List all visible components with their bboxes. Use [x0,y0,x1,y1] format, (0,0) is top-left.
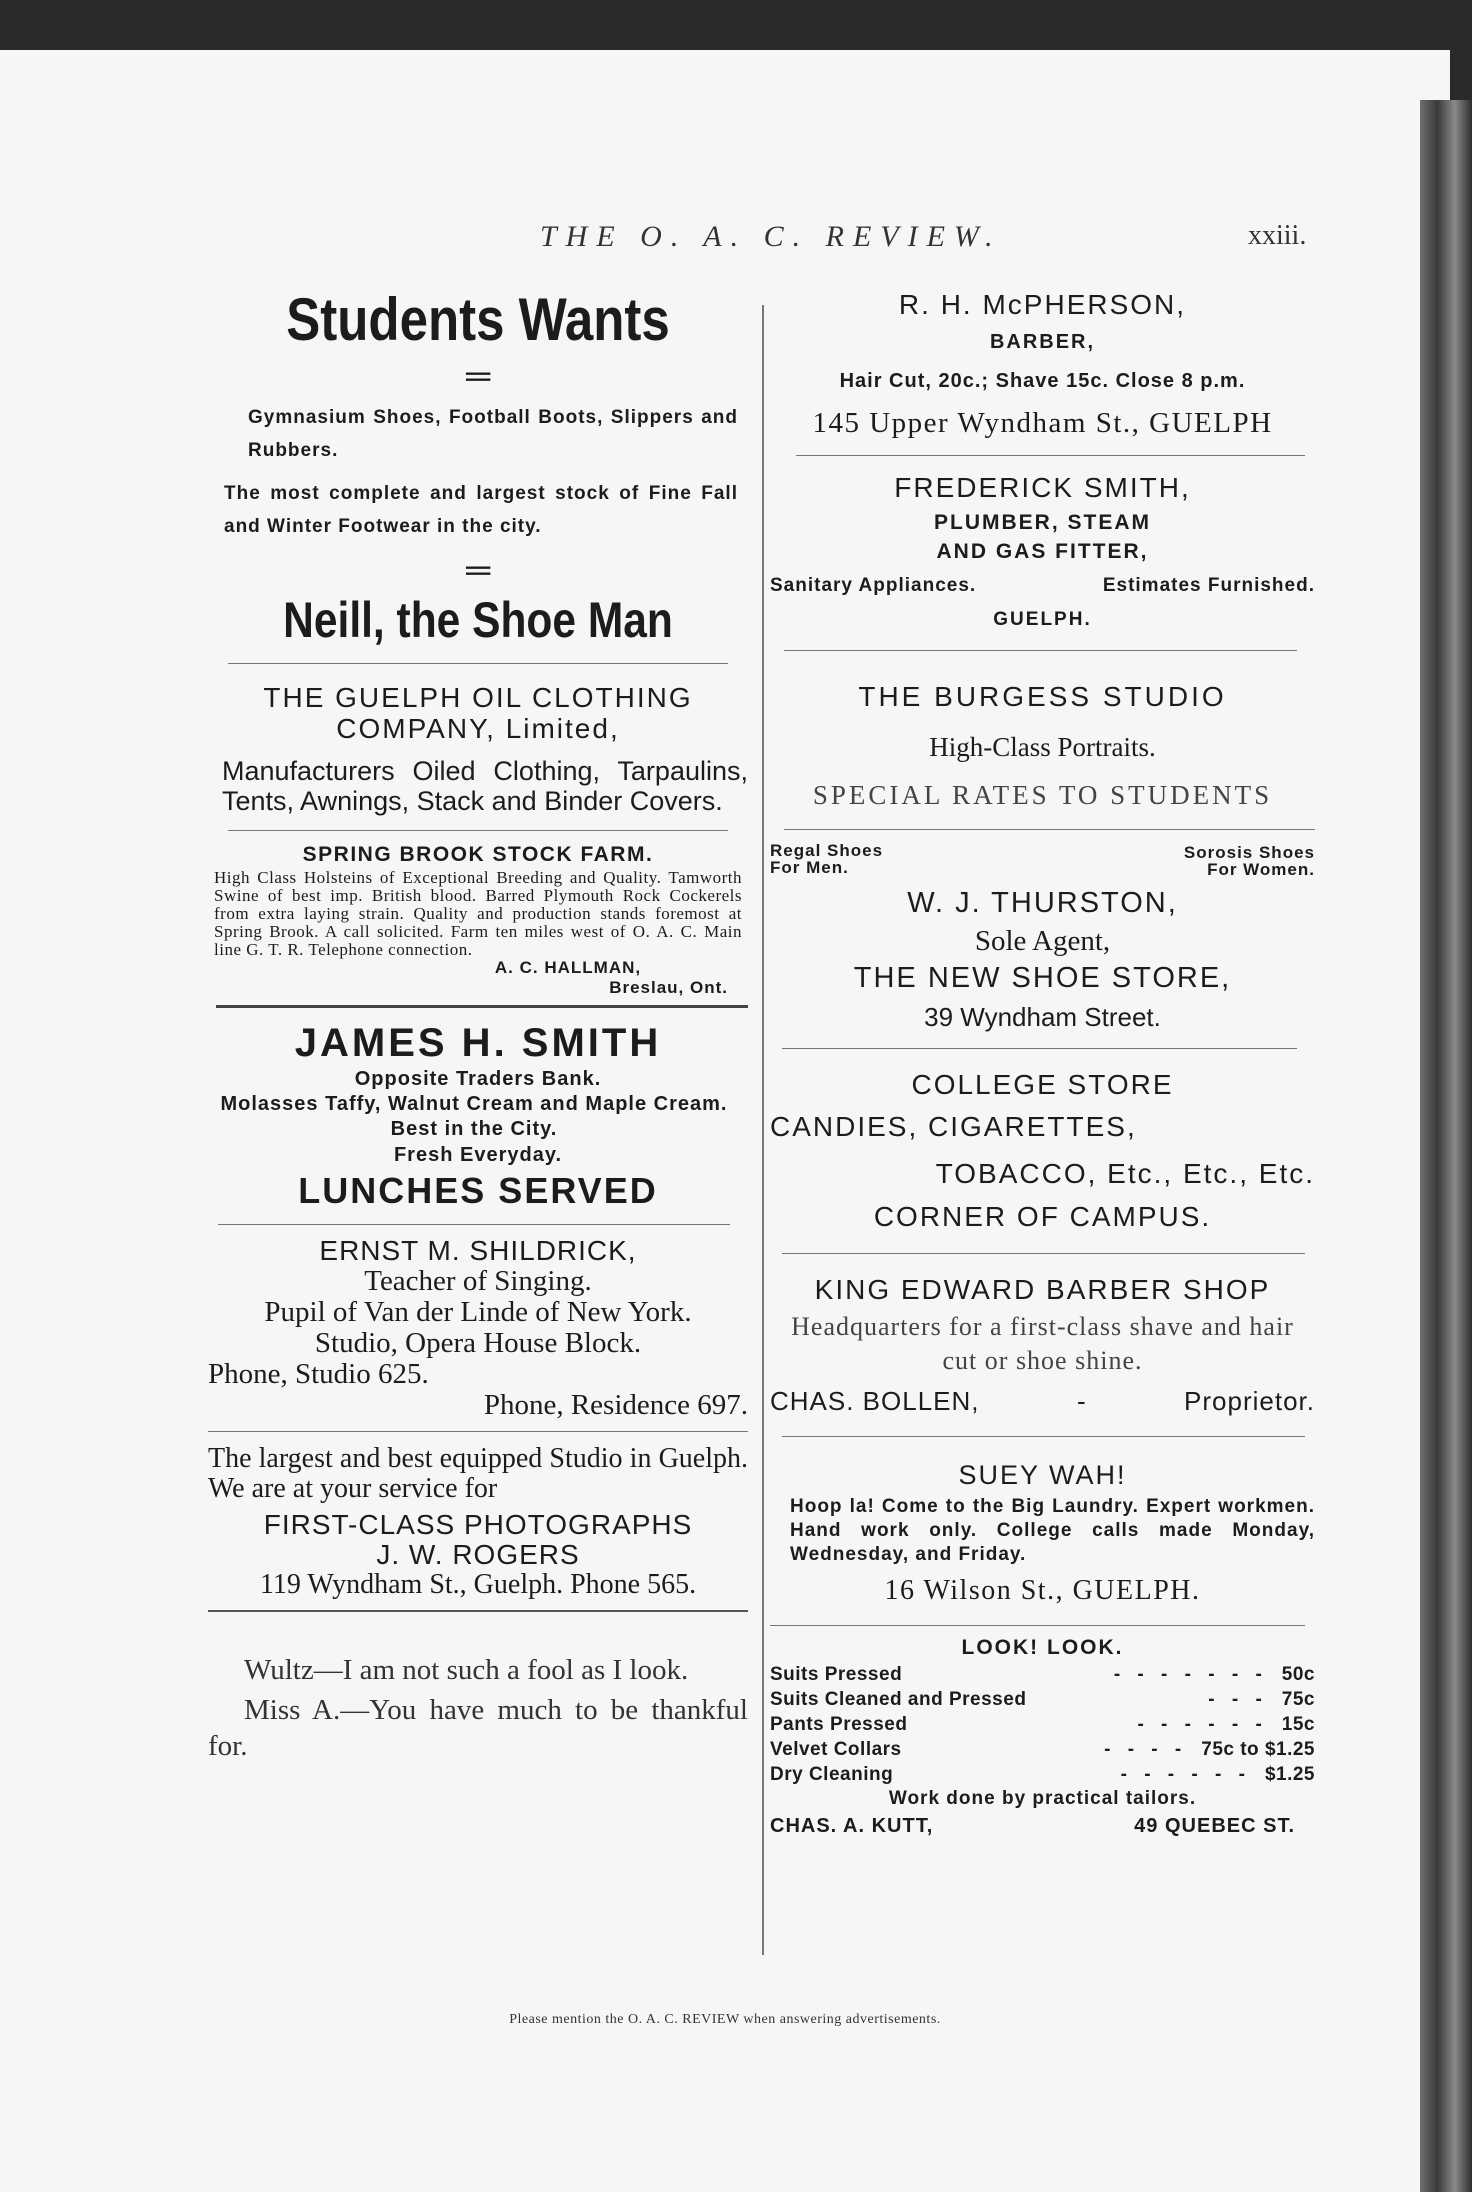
place: Breslau, Ont. [609,978,728,997]
divider [782,1253,1305,1254]
tailor-name: CHAS. A. KUTT, [770,1815,934,1837]
address: 16 Wilson St., GUELPH. [884,1575,1201,1606]
divider [208,1431,748,1432]
ad-text: CORNER OF CAMPUS. [873,1201,1212,1232]
services [770,564,1315,608]
ad-students-wants [208,285,748,651]
price-row [770,1687,1315,1712]
ad-heading: Students Wants [286,286,670,353]
ad-text: Manufacturers Oiled Clothing, Tarpaulins, Tents, Awnings, Stack and Binder Covers. [222,756,748,816]
plumber-name: FREDERICK SMITH, [894,472,1191,503]
look-heading: LOOK! LOOK. [961,1636,1124,1659]
store-name: THE NEW SHOE STORE, [853,962,1232,994]
service-name: Velvet Collars [770,1739,902,1760]
divider [218,1224,730,1225]
signer: A. C. HALLMAN, [494,958,642,977]
page-number: xxiii. [1248,220,1307,251]
ad-james-smith [208,1020,748,1214]
divider [784,829,1315,830]
left-column [208,285,748,1764]
shop-name: KING EDWARD BARBER SHOP [814,1274,1271,1305]
leader-dots: - - - - - - [1137,1714,1268,1735]
separator: ═ [465,551,491,589]
estimates: Estimates Furnished. [1102,575,1315,596]
studio-name: THE BURGESS STUDIO [858,681,1227,712]
laundry-name: SUEY WAH! [958,1460,1127,1490]
address: 145 Upper Wyndham St., GUELPH [812,407,1273,439]
ad-college-store [770,1067,1315,1237]
ad-text: Pupil of Van der Linde of New York. [264,1296,692,1328]
divider [782,1436,1305,1437]
separator: ═ [465,357,491,395]
column-divider [762,305,764,1955]
ad-burgess [770,673,1315,817]
ad-footer: LUNCHES SERVED [298,1170,658,1211]
price-list [770,1662,1315,1787]
ad-text: SPECIAL RATES TO STUDENTS [812,780,1273,810]
ad-text: TOBACCO, Etc., Etc., Etc. [935,1158,1315,1189]
ad-rogers [208,1444,748,1600]
joke-line: Miss A.—You have much to be thankful for. [208,1694,748,1762]
leader-dots: - - - [1208,1689,1268,1710]
service-price: 75c to $1.25 [1201,1739,1315,1760]
ad-footer: Neill, the Shoe Man [283,592,673,648]
price-row [770,1662,1315,1687]
ad-text: High Class Holsteins of Exceptional Breeding and Quality. Tamworth Swine of best imp. British blood. Barred Plymouth Rock Cockerels from extra laying strain. Quality and production stands foremost at Spring Brook. A call solicited. Farm ten miles west of O. A. C. Main line G. T. R. Telephone connection. [214,868,742,959]
brand-sorosis-sub: For Women. [1207,860,1315,879]
trade: PLUMBER, STEAM [934,511,1151,534]
ad-text: The largest and best equipped Studio in Guelph. We are at your service for [208,1443,748,1504]
ad-text: Fresh Everyday. [393,1144,563,1166]
role: Sole Agent, [974,925,1111,957]
service-price: $1.25 [1264,1764,1315,1785]
photographer-name: J. W. ROGERS [376,1539,580,1570]
service-name: Suits Pressed [770,1664,903,1685]
ad-thurston [770,842,1315,1036]
ad-text: High-Class Portraits. [929,732,1156,762]
prices: Hair Cut, 20c.; Shave 15c. Close 8 p.m. [839,370,1246,392]
ad-king-edward [770,1270,1315,1424]
ad-text: Gymnasium Shoes, Football Boots, Slippers and Rubbers. [248,407,738,461]
right-column [770,285,1315,1841]
service-price: 50c [1281,1664,1315,1685]
ad-text: The most complete and largest stock of Fine Fall and Winter Footwear in the city. [224,483,738,537]
address: 49 QUEBEC ST. [1134,1815,1295,1837]
service-name: Pants Pressed [770,1714,908,1735]
trade: BARBER, [989,331,1096,353]
joke-line: Wultz—I am not such a fool as I look. [244,1654,689,1686]
barber-name: R. H. McPHERSON, [898,289,1187,320]
ad-text: CANDIES, CIGARETTES, [770,1111,1137,1142]
brand-regal: Regal Shoes [770,841,884,860]
divider [216,1005,748,1008]
company-name: THE GUELPH OIL CLOTHING COMPANY, Limited, [263,682,693,744]
ad-text: Molasses Taffy, Walnut Cream and Maple Cream. Best in the City. [220,1093,728,1140]
shoe-brands [770,842,1315,878]
ad-spring-brook [208,841,748,999]
trade: AND GAS FITTER, [936,540,1149,563]
divider [782,1048,1297,1049]
ad-text: Hoop la! Come to the Big Laundry. Expert workmen. Hand work only. College calls made Monday, Wednesday, and Friday. [790,1496,1315,1565]
brand-sorosis: Sorosis Shoes [1183,843,1315,862]
teacher-name: ERNST M. SHILDRICK, [319,1235,637,1266]
sanitary: Sanitary Appliances. [770,575,977,596]
service-price: 15c [1281,1714,1315,1735]
brand-regal-sub: For Men. [770,858,849,877]
divider [796,455,1305,456]
ad-text: Headquarters for a first-class shave and hair cut or shoe shine. [791,1312,1294,1375]
city: GUELPH. [993,609,1092,630]
leader-dots: - - - - - - [1120,1764,1251,1785]
phone-residence: Phone, Residence 697. [483,1389,748,1421]
price-row [770,1737,1315,1762]
dealer-name: W. J. THURSTON, [907,887,1178,919]
dash: - [1076,1386,1087,1416]
owner-line [770,1378,1315,1424]
shop-name: JAMES H. SMITH [294,1021,662,1065]
price-row [770,1762,1315,1787]
ad-kutt [770,1634,1315,1841]
leader-dots: - - - - - - - [1113,1664,1268,1685]
journal-title: THE O. A. C. REVIEW. [540,220,1002,253]
ad-mcpherson [770,285,1315,443]
service-name: Suits Cleaned and Pressed [770,1689,1027,1710]
store-name: COLLEGE STORE [911,1069,1174,1100]
divider [208,1610,748,1612]
address: 119 Wyndham St., Guelph. Phone 565. [259,1569,697,1600]
ad-frederick-smith [770,470,1315,632]
book-spine [1420,100,1472,2192]
ad-text: Opposite Traders Bank. [354,1068,602,1090]
price-row [770,1712,1315,1737]
leader-dots: - - - - [1104,1739,1188,1760]
signature [770,1811,1315,1841]
note: Work done by practical tailors. [888,1788,1197,1809]
page-footer: Please mention the O. A. C. REVIEW when answering advertisements. [509,2012,941,2027]
ad-suey-wah [770,1455,1315,1615]
divider [784,650,1297,651]
ad-text: FIRST-CLASS PHOTOGRAPHS [263,1509,693,1540]
divider [770,1625,1305,1626]
joke [208,1652,748,1764]
phone-studio: Phone, Studio 625. [208,1358,429,1390]
ad-text: Studio, Opera House Block. [314,1327,642,1359]
divider [228,663,728,664]
ad-guelph-oil-clothing [208,682,748,816]
divider [228,830,728,831]
address: 39 Wyndham Street. [924,1002,1161,1032]
service-price: 75c [1281,1689,1315,1710]
farm-name: SPRING BROOK STOCK FARM. [302,843,654,866]
owner: CHAS. BOLLEN, [770,1386,980,1416]
role: Proprietor. [1184,1386,1315,1416]
ad-shildrick [208,1235,748,1421]
ad-text: Teacher of Singing. [364,1265,592,1297]
service-name: Dry Cleaning [770,1764,894,1785]
